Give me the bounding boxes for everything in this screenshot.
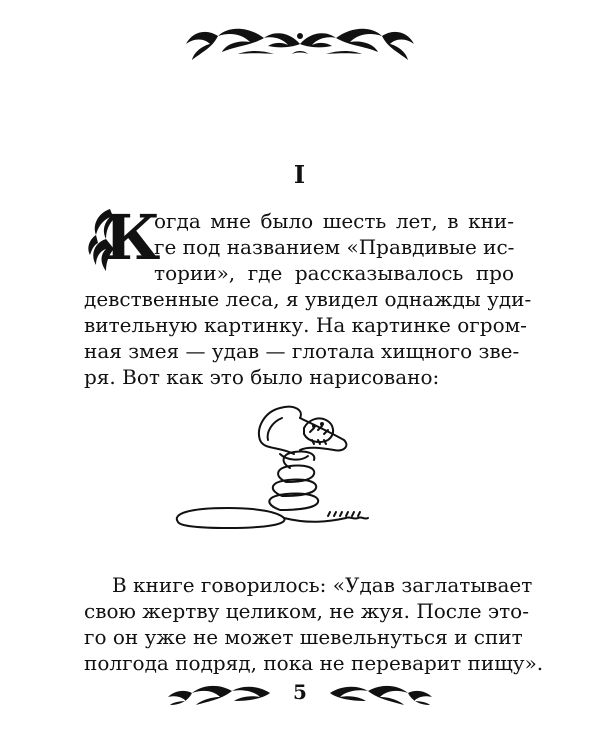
boa-illustration (168, 400, 408, 540)
paragraph-line: го он уже не может шевельнуться и спит (84, 625, 523, 649)
paragraph-line: девственные леса, я увидел однажды уди- (84, 287, 532, 311)
paragraph-2 (84, 572, 544, 676)
paragraph-line: ная змея — удав — глотала хищного зве- (84, 339, 520, 363)
paragraph-line: В книге говорилось: «Удав заглатывает (112, 573, 533, 597)
paragraph-line: тории», где рассказывалось про (154, 261, 514, 285)
paragraph-line: свою жертву целиком, не жуя. После это- (84, 599, 529, 623)
top-floral-ornament-icon (178, 18, 422, 66)
paragraph-1 (84, 208, 532, 390)
paragraph-line: ря. Вот как это было нарисовано: (84, 365, 440, 389)
paragraph-line: ге под названием «Правдивые ис- (154, 235, 515, 259)
paragraph-line: полгода подряд, пока не переварит пищу». (84, 651, 544, 675)
page-number: 5 (293, 680, 307, 704)
paragraph-line: вительную картинку. На картинке огром- (84, 313, 527, 337)
dropcap-letter: К (104, 201, 161, 274)
paragraph-line: огда мне было шесть лет, в кни- (154, 209, 514, 233)
chapter-number: I (293, 160, 307, 189)
